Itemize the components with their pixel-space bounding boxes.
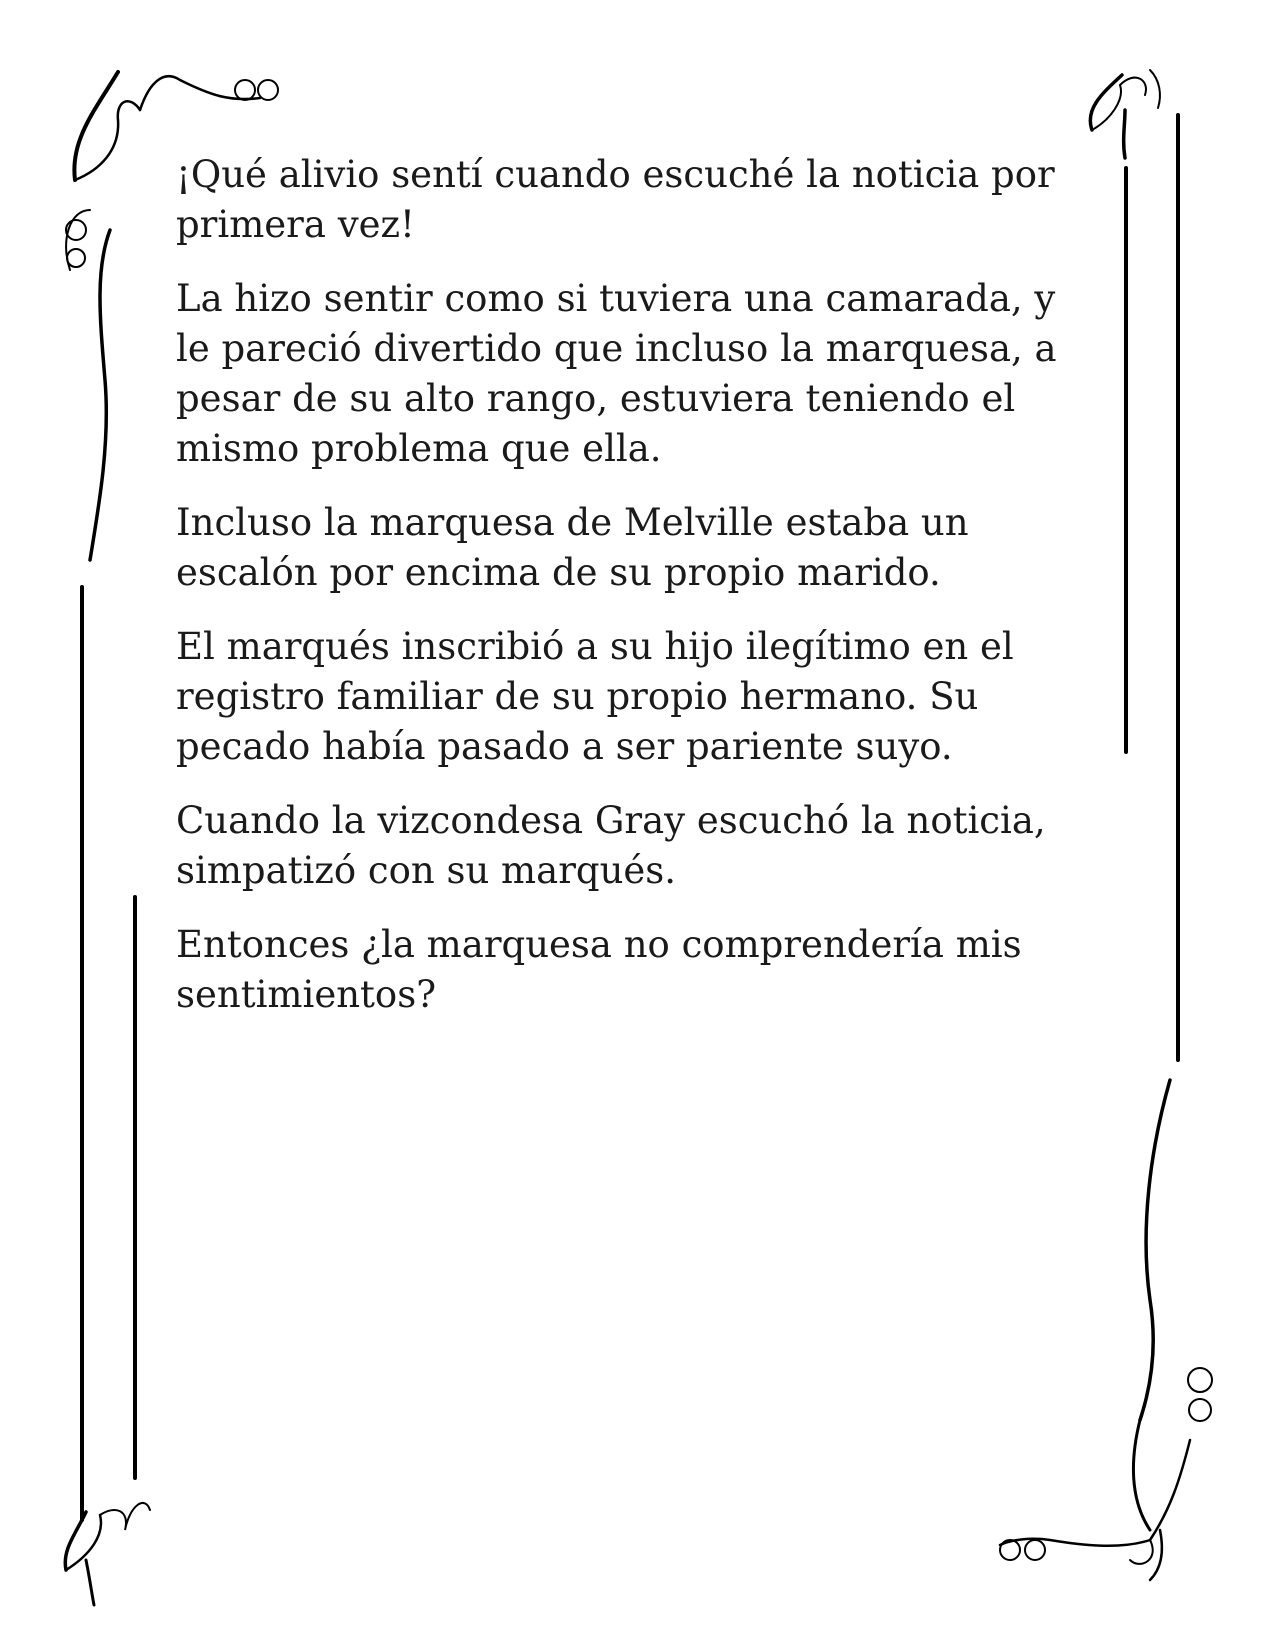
bottom-left-flourish [65,1503,150,1605]
bottom-right-flourish [1000,1080,1212,1580]
paragraph: ¡Qué alivio sentí cuando escuché la noticia por primera vez! [176,153,1055,246]
paragraph: La hizo sentir como si tuviera una camarada, y le pareció divertido que incluso la marquesa, a pesar de su alto rango, estuviera teniendo el mismo problema que ella. [176,277,1057,470]
paragraph: El marqués inscribió a su hijo ilegítimo en el registro familiar de su propio hermano. Su pecado había pasado a ser pariente suyo. [176,625,1014,768]
paragraph: Cuando la vizcondesa Gray escuchó la noticia, simpatizó con su marqués. [176,799,1046,892]
paragraph: Incluso la marquesa de Melville estaba un escalón por encima de su propio marido. [176,501,969,594]
paragraph: Entonces ¿la marquesa no comprendería mis sentimientos? [176,923,1022,1016]
document-body [176,150,1096,1044]
top-right-flourish [1090,70,1160,158]
